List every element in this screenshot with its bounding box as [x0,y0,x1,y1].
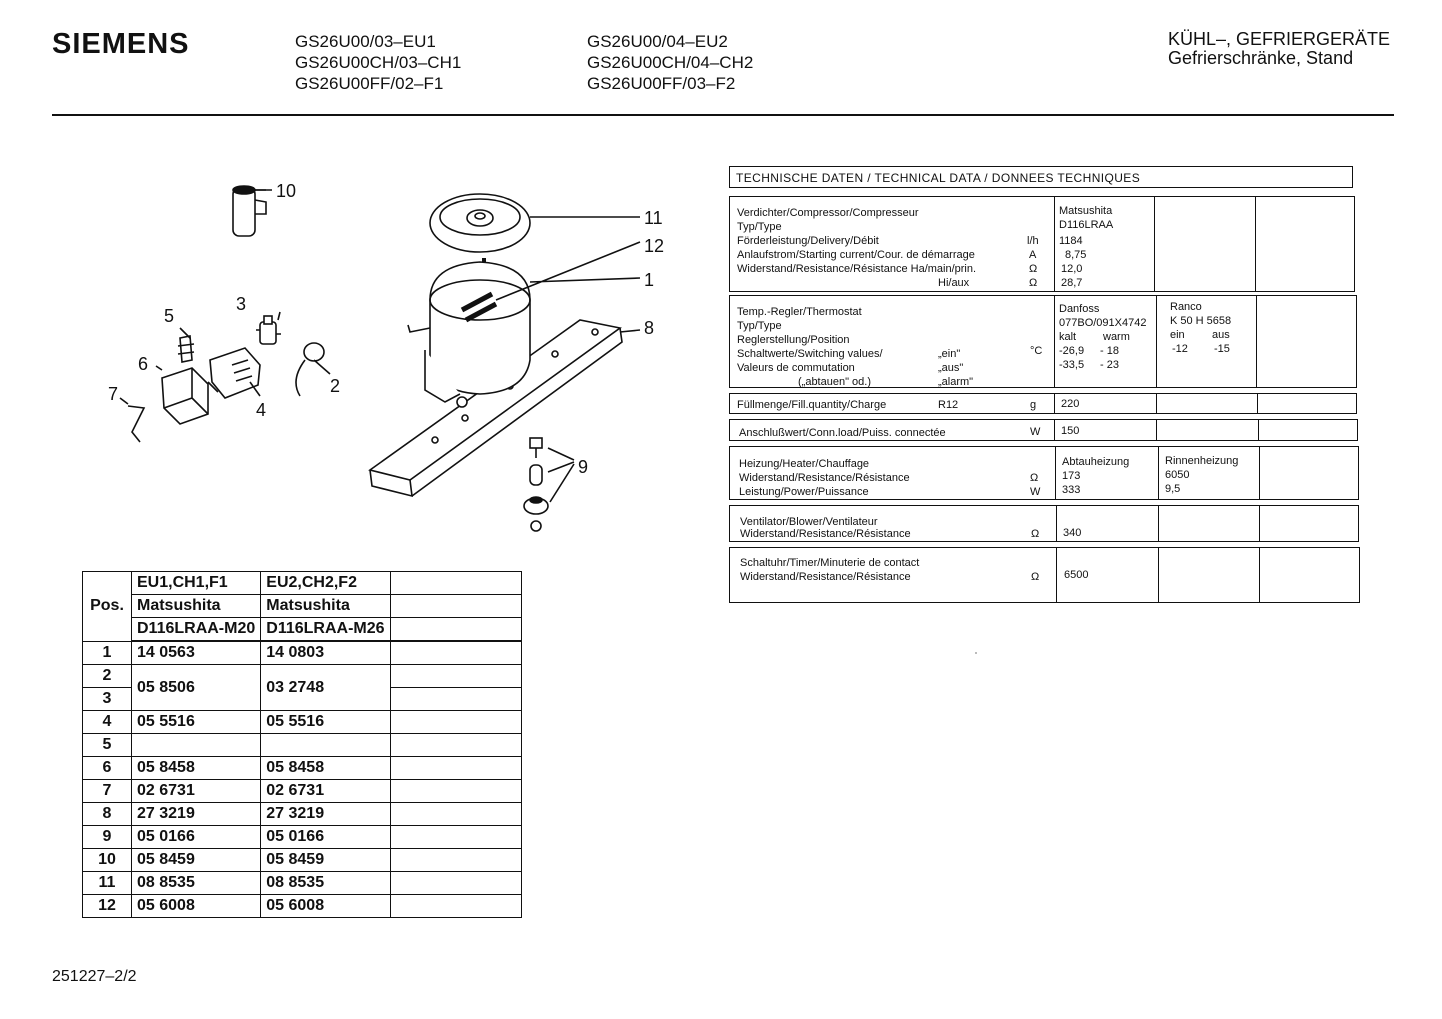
label: („abtauen" od.) [798,376,872,388]
callout-9: 9 [578,457,589,477]
label: Widerstand/Resistance/Résistance [740,528,911,540]
value: Rinnenheizung [1165,455,1239,467]
table-row [83,780,522,803]
compressor-section [729,196,1355,292]
heater-section [729,446,1359,500]
label: Heizung/Heater/Chauffage [739,458,870,470]
value: 333 [1062,484,1081,496]
state: „aus" [938,362,964,374]
part-number: 08 8535 [132,872,261,895]
pos-cell: 1 [83,641,132,665]
label: Widerstand/Resistance/Résistance Ha/main/prin. [737,263,977,275]
pos-cell: 7 [83,780,132,803]
value: 6050 [1165,469,1190,481]
callout-10: 10 [276,181,297,201]
category-subtitle: Gefrierschränke, Stand [1168,48,1354,68]
pos-cell: 10 [83,849,132,872]
value: -12 [1172,343,1188,355]
value: 220 [1061,398,1080,410]
pos-cell: 5 [83,734,132,757]
pos-header: Pos. [83,572,132,642]
model-code: GS26U00/03–EU1 [295,32,436,51]
table-row [83,641,522,665]
part-number: 05 5516 [132,711,261,734]
unit: Ω [1029,263,1038,275]
label: Leistung/Power/Puissance [739,486,869,498]
unit: W [1030,486,1041,498]
part-number: 02 6731 [261,780,390,803]
header-divider [52,114,1394,116]
table-row [83,826,522,849]
part-number: 05 8459 [132,849,261,872]
value: 077BO/091X4742 [1059,317,1147,329]
unit: °C [1030,345,1043,357]
state: „alarm" [938,376,974,388]
part-number [261,734,390,757]
value: 6500 [1064,569,1089,581]
label: Verdichter/Compressor/Compresseur [737,207,919,219]
empty-cell [390,872,521,895]
callout-5: 5 [164,306,175,326]
value: ein [1170,329,1185,341]
model-header: D116LRAA-M26 [261,618,390,642]
empty-cell [390,757,521,780]
category-title: KÜHL–, GEFRIERGERÄTE [1168,29,1391,49]
empty-cell [390,734,521,757]
label: Füllmenge/Fill.quantity/Charge [737,399,887,411]
exploded-parts-diagram [100,170,680,550]
part-number: 05 5516 [261,711,390,734]
callout-2: 2 [330,376,341,396]
value: Abtauheizung [1062,456,1130,468]
table-row [83,757,522,780]
label: Widerstand/Resistance/Résistance [740,571,911,583]
callout-7: 7 [108,384,119,404]
callout-12: 12 [644,236,665,256]
empty-cell [390,572,521,595]
unit: A [1029,249,1037,261]
part-number: 14 0563 [132,641,261,665]
part-number: 05 8458 [132,757,261,780]
callout-6: 6 [138,354,149,374]
callout-1: 1 [644,270,655,290]
part-number: 05 8506 [132,665,261,711]
value: aus [1212,329,1230,341]
value: - 23 [1100,359,1119,371]
state: „ein" [938,348,961,360]
variant-header: EU1,CH1,F1 [132,572,261,595]
value: K 50 H 5658 [1170,315,1232,327]
pos-cell: 3 [83,688,132,711]
part-number: 03 2748 [261,665,390,711]
value: 340 [1063,527,1082,539]
value: -15 [1214,343,1230,355]
label: Typ/Type [737,320,782,332]
empty-cell [390,803,521,826]
unit: W [1030,426,1041,438]
label: Anschlußwert/Conn.load/Puiss. connectée [739,427,946,439]
value: 1184 [1059,235,1083,247]
empty-cell [390,688,521,711]
pos-cell: 11 [83,872,132,895]
unit: g [1030,399,1037,411]
timer-section [729,547,1360,603]
label: Reglerstellung/Position [737,334,850,346]
retaining-clip-part [128,406,144,442]
callout-4: 4 [256,400,267,420]
model-list-1 [295,31,461,94]
empty-cell [390,665,521,688]
value: 173 [1062,470,1081,482]
value: - 18 [1100,345,1119,357]
value: Danfoss [1059,303,1100,315]
category-heading [1168,30,1390,68]
technical-data-title: TECHNISCHE DATEN / TECHNICAL DATA / DONNEES TECHNIQUES [729,166,1353,188]
value: kalt [1059,331,1077,343]
speck [975,652,977,654]
model-code: GS26U00CH/04–CH2 [587,53,754,72]
connected-load-section [729,419,1358,441]
empty-cell [390,595,521,618]
refrigerant: R12 [938,399,959,411]
part-number: 05 6008 [261,895,390,918]
label: Typ/Type [737,221,782,233]
table-row [83,849,522,872]
pos-cell: 4 [83,711,132,734]
blower-section [729,505,1359,542]
compressor-part [408,262,530,407]
starting-relay-part [256,316,281,344]
parts-table [82,571,522,918]
capacitor-part [233,186,272,236]
grommet-part [296,343,324,396]
maker-header: Matsushita [261,595,390,618]
table-row [83,803,522,826]
label: Hi/aux [938,277,970,289]
part-number: 27 3219 [261,803,390,826]
pos-cell: 12 [83,895,132,918]
value: 12,0 [1061,263,1083,275]
empty-cell [390,780,521,803]
empty-cell [390,895,521,918]
value: Matsushita [1059,205,1113,217]
table-row [83,711,522,734]
model-header: D116LRAA-M20 [132,618,261,642]
document-id: 251227–2/2 [52,968,137,985]
empty-cell [390,641,521,665]
table-row [83,734,522,757]
thermostat-section [729,295,1357,388]
cover-part [430,194,530,252]
damper-set-part [524,438,574,531]
empty-cell [390,826,521,849]
part-number: 05 0166 [261,826,390,849]
value: 28,7 [1061,277,1083,289]
value: 9,5 [1165,483,1181,495]
brand-logo: SIEMENS [52,28,190,60]
clip-part [178,336,194,362]
label: Förderleistung/Delivery/Débit [737,235,879,247]
unit: Ω [1029,277,1038,289]
pos-cell: 6 [83,757,132,780]
callout-8: 8 [644,318,655,338]
fill-quantity-section [729,393,1357,414]
part-number: 05 0166 [132,826,261,849]
part-number [132,734,261,757]
label: Valeurs de commutation [737,362,855,374]
callout-11: 11 [644,208,663,228]
part-number: 27 3219 [132,803,261,826]
part-number: 02 6731 [132,780,261,803]
part-number: 05 6008 [132,895,261,918]
part-number: 14 0803 [261,641,390,665]
callout-3: 3 [236,294,247,314]
table-row [83,872,522,895]
value: 150 [1061,425,1080,437]
model-code: GS26U00/04–EU2 [587,32,728,51]
empty-cell [390,711,521,734]
model-list-2 [587,31,753,94]
label: Widerstand/Resistance/Résistance [739,472,910,484]
unit: Ω [1030,472,1039,484]
value: D116LRAA [1059,219,1114,231]
unit: l/h [1027,235,1039,247]
pos-cell: 9 [83,826,132,849]
table-row [83,665,522,688]
value: -33,5 [1059,359,1085,371]
terminal-cover-part [162,368,208,424]
part-number: 08 8535 [261,872,390,895]
label: Schaltwerte/Switching values/ [737,348,883,360]
label: Anlaufstrom/Starting current/Cour. de démarrage [737,249,975,261]
table-row [83,895,522,918]
model-code: GS26U00FF/02–F1 [295,74,444,93]
part-number: 05 8458 [261,757,390,780]
model-code: GS26U00FF/03–F2 [587,74,736,93]
value: Ranco [1170,301,1202,313]
empty-cell [390,618,521,642]
label: Schaltuhr/Timer/Minuterie de contact [740,557,920,569]
label: Temp.-Regler/Thermostat [737,306,862,318]
unit: Ω [1031,528,1040,540]
maker-header: Matsushita [132,595,261,618]
value: -26,9 [1059,345,1085,357]
model-code: GS26U00CH/03–CH1 [295,53,462,72]
part-number: 05 8459 [261,849,390,872]
unit: Ω [1031,571,1040,583]
empty-cell [390,849,521,872]
variant-header: EU2,CH2,F2 [261,572,390,595]
pos-cell: 8 [83,803,132,826]
value: 8,75 [1065,249,1087,261]
label: Ventilator/Blower/Ventilateur [740,516,878,528]
value: warm [1103,331,1130,343]
pos-cell: 2 [83,665,132,688]
